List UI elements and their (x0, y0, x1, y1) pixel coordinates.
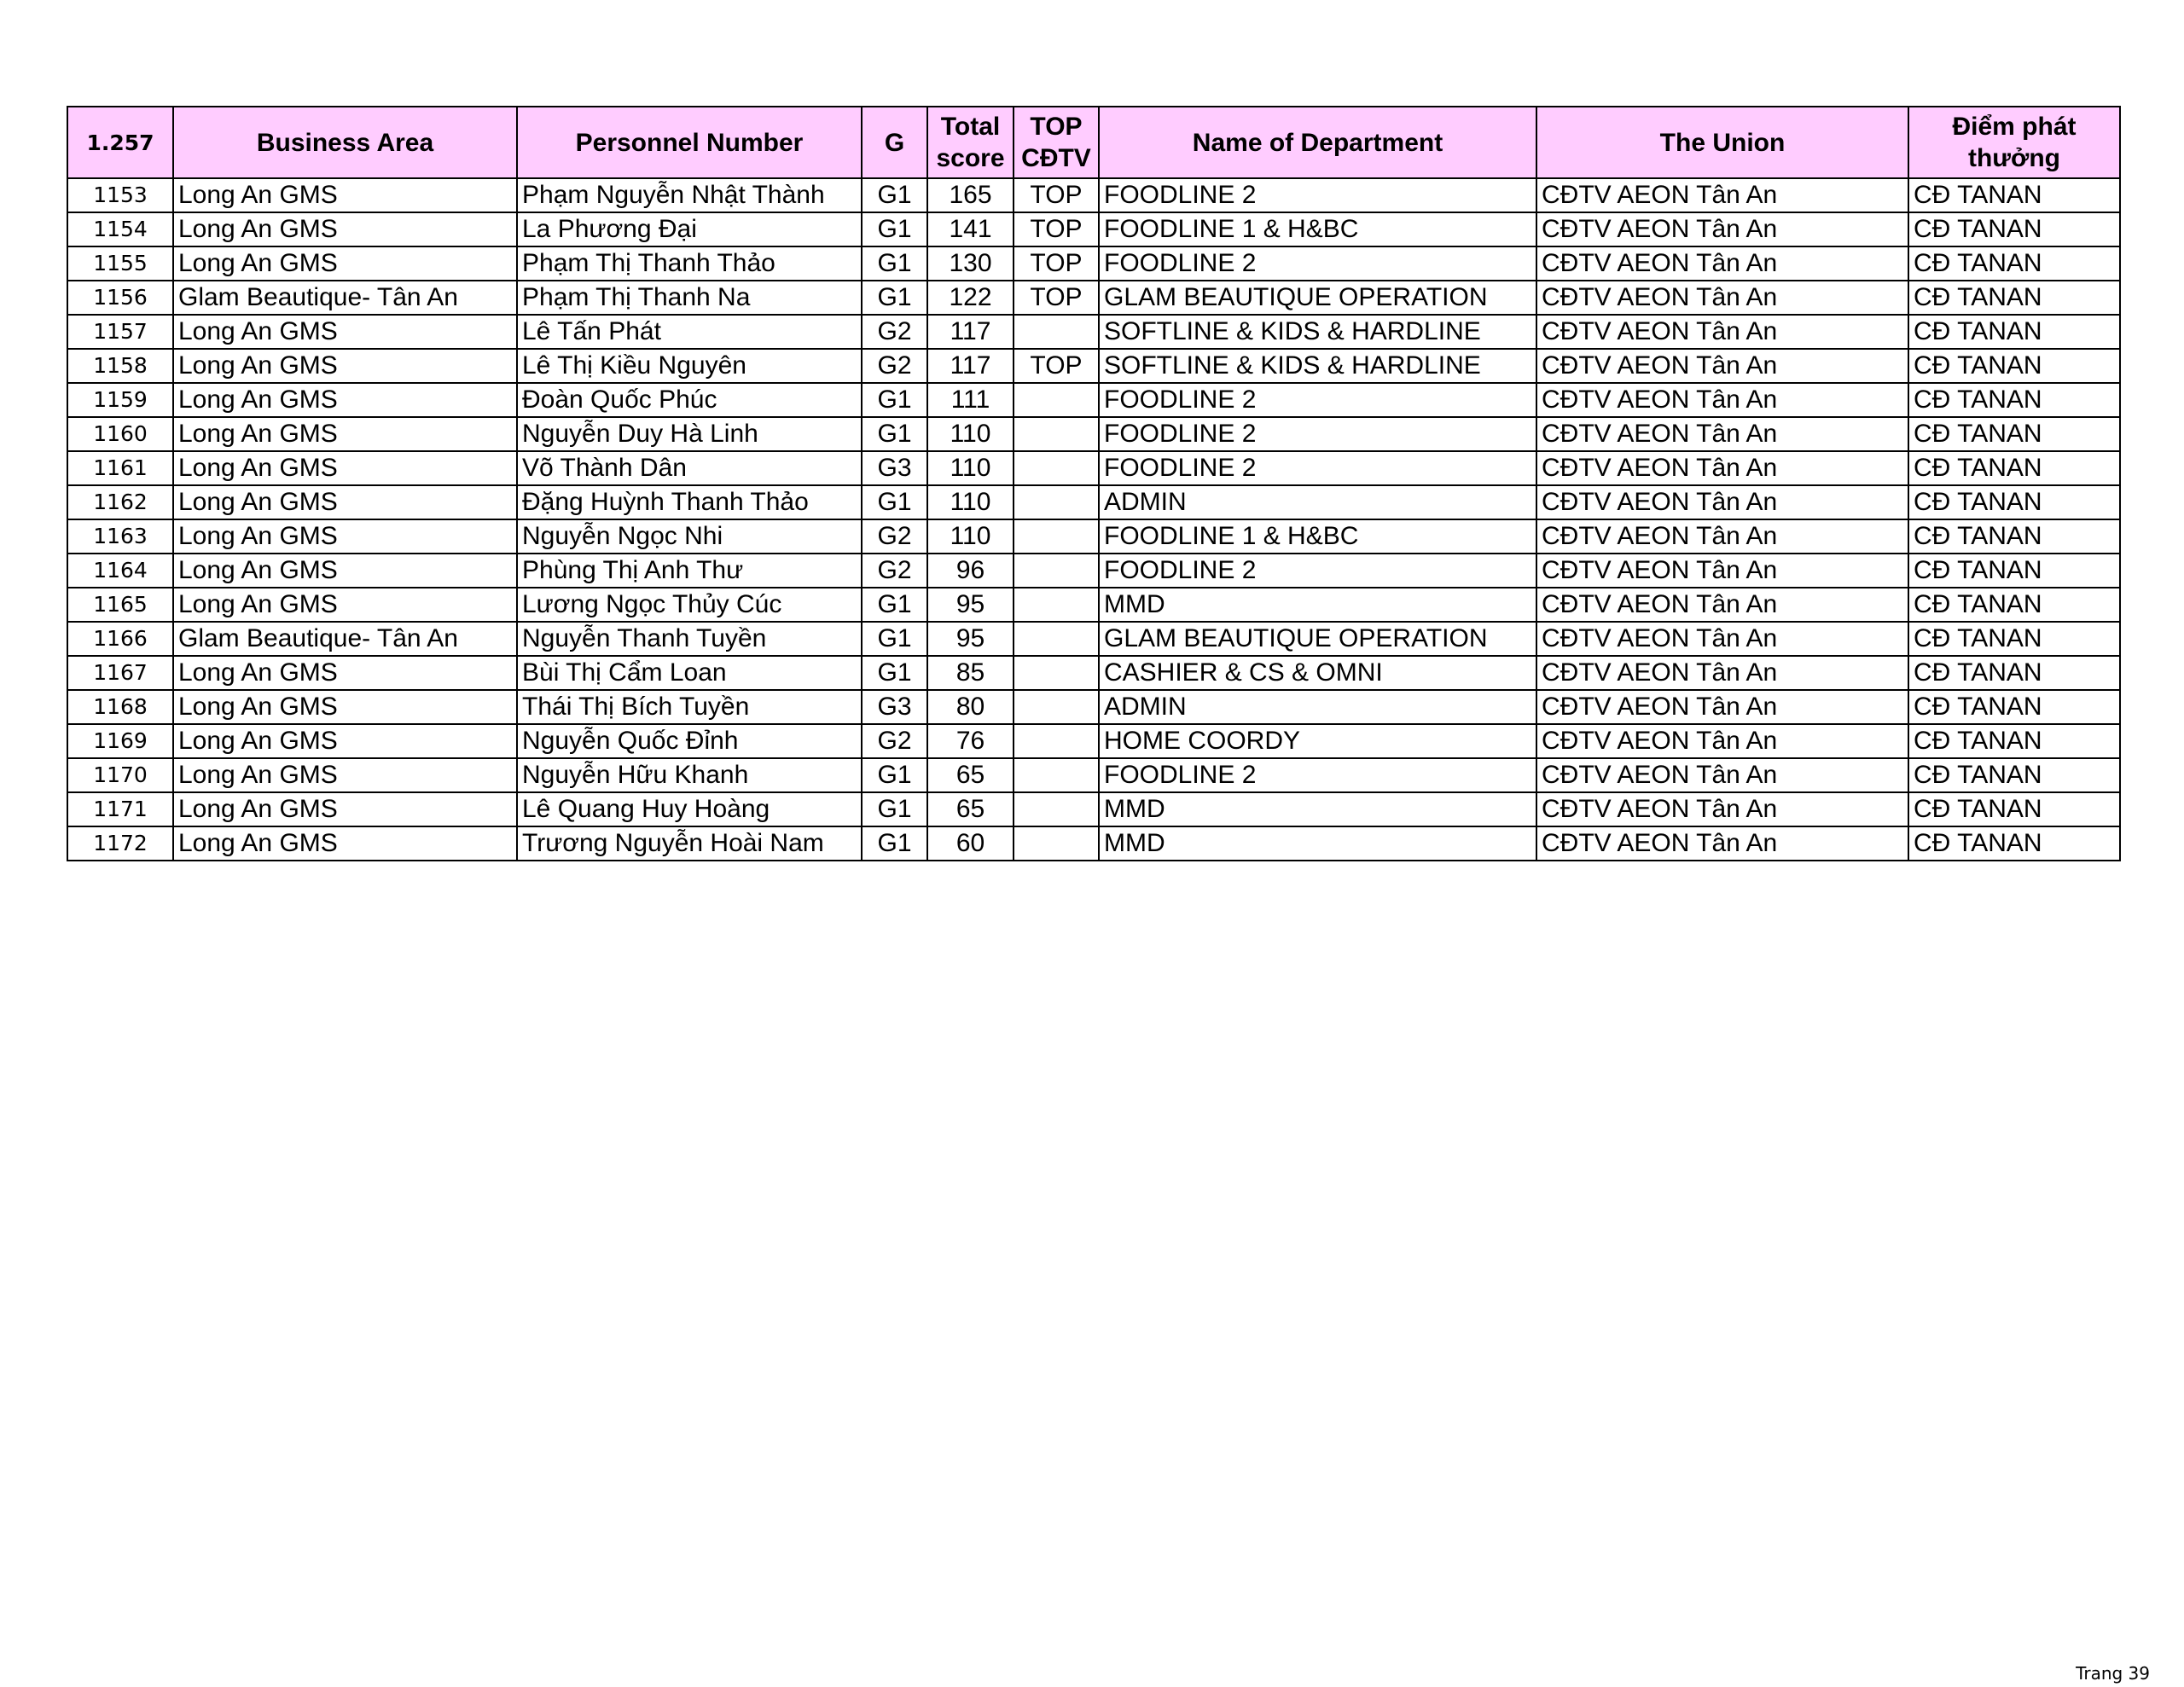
header-business-area: Business Area (173, 107, 517, 178)
cell-top-cdtv (1014, 383, 1099, 417)
cell-grade: G1 (862, 792, 927, 826)
cell-bonus-points: CĐ TANAN (1908, 349, 2120, 383)
table-row (67, 758, 2120, 792)
cell-bonus-points: CĐ TANAN (1908, 315, 2120, 349)
cell-index: 1162 (67, 485, 173, 519)
cell-total-score: 110 (927, 417, 1014, 451)
table-row (67, 212, 2120, 246)
cell-index: 1159 (67, 383, 173, 417)
cell-department: MMD (1099, 792, 1536, 826)
cell-personnel-name: Nguyễn Thanh Tuyền (517, 622, 862, 656)
cell-index: 1160 (67, 417, 173, 451)
cell-grade: G1 (862, 485, 927, 519)
cell-union: CĐTV AEON Tân An (1536, 826, 1908, 861)
cell-grade: G2 (862, 349, 927, 383)
cell-business-area: Glam Beautique- Tân An (173, 281, 517, 315)
cell-total-score: 122 (927, 281, 1014, 315)
cell-personnel-name: Phạm Nguyễn Nhật Thành (517, 178, 862, 212)
table-row (67, 246, 2120, 281)
cell-index: 1169 (67, 724, 173, 758)
cell-personnel-name: Nguyễn Hữu Khanh (517, 758, 862, 792)
cell-personnel-name: Nguyễn Ngọc Nhi (517, 519, 862, 554)
cell-bonus-points: CĐ TANAN (1908, 588, 2120, 622)
cell-top-cdtv (1014, 724, 1099, 758)
cell-total-score: 110 (927, 451, 1014, 485)
header-index: 1.257 (67, 107, 173, 178)
cell-total-score: 60 (927, 826, 1014, 861)
cell-grade: G2 (862, 519, 927, 554)
cell-business-area: Long An GMS (173, 246, 517, 281)
cell-top-cdtv: TOP (1014, 349, 1099, 383)
cell-personnel-name: Thái Thị Bích Tuyền (517, 690, 862, 724)
cell-department: SOFTLINE & KIDS & HARDLINE (1099, 349, 1536, 383)
cell-union: CĐTV AEON Tân An (1536, 349, 1908, 383)
cell-index: 1170 (67, 758, 173, 792)
cell-business-area: Long An GMS (173, 690, 517, 724)
cell-department: GLAM BEAUTIQUE OPERATION (1099, 281, 1536, 315)
table-row (67, 178, 2120, 212)
cell-personnel-name: Phạm Thị Thanh Na (517, 281, 862, 315)
header-total-score-line2: score (936, 144, 1005, 172)
cell-index: 1163 (67, 519, 173, 554)
cell-personnel-name: Trương Nguyễn Hoài Nam (517, 826, 862, 861)
cell-top-cdtv (1014, 690, 1099, 724)
cell-business-area: Long An GMS (173, 758, 517, 792)
cell-total-score: 65 (927, 758, 1014, 792)
cell-personnel-name: Lê Thị Kiều Nguyên (517, 349, 862, 383)
cell-grade: G1 (862, 758, 927, 792)
header-bonus-line2: thưởng (1967, 144, 2061, 172)
cell-grade: G3 (862, 690, 927, 724)
cell-business-area: Long An GMS (173, 451, 517, 485)
cell-personnel-name: Bùi Thị Cẩm Loan (517, 656, 862, 690)
cell-union: CĐTV AEON Tân An (1536, 622, 1908, 656)
cell-business-area: Long An GMS (173, 178, 517, 212)
cell-index: 1166 (67, 622, 173, 656)
cell-grade: G1 (862, 656, 927, 690)
cell-total-score: 111 (927, 383, 1014, 417)
cell-union: CĐTV AEON Tân An (1536, 758, 1908, 792)
cell-index: 1168 (67, 690, 173, 724)
cell-grade: G1 (862, 212, 927, 246)
table-row (67, 656, 2120, 690)
cell-top-cdtv (1014, 826, 1099, 861)
cell-personnel-name: Võ Thành Dân (517, 451, 862, 485)
cell-department: ADMIN (1099, 690, 1536, 724)
cell-bonus-points: CĐ TANAN (1908, 792, 2120, 826)
cell-department: FOODLINE 2 (1099, 758, 1536, 792)
cell-total-score: 65 (927, 792, 1014, 826)
cell-union: CĐTV AEON Tân An (1536, 417, 1908, 451)
cell-index: 1156 (67, 281, 173, 315)
cell-personnel-name: La Phương Đại (517, 212, 862, 246)
header-top-line2: CĐTV (1021, 144, 1091, 172)
cell-union: CĐTV AEON Tân An (1536, 690, 1908, 724)
cell-index: 1165 (67, 588, 173, 622)
cell-top-cdtv (1014, 656, 1099, 690)
header-grade: G (862, 107, 927, 178)
table-row (67, 724, 2120, 758)
cell-union: CĐTV AEON Tân An (1536, 554, 1908, 588)
cell-total-score: 130 (927, 246, 1014, 281)
cell-top-cdtv (1014, 451, 1099, 485)
cell-bonus-points: CĐ TANAN (1908, 622, 2120, 656)
table-row (67, 451, 2120, 485)
cell-grade: G1 (862, 417, 927, 451)
cell-business-area: Long An GMS (173, 485, 517, 519)
cell-personnel-name: Nguyễn Quốc Đỉnh (517, 724, 862, 758)
cell-index: 1154 (67, 212, 173, 246)
cell-grade: G1 (862, 622, 927, 656)
cell-top-cdtv: TOP (1014, 246, 1099, 281)
table-row (67, 417, 2120, 451)
table-row (67, 554, 2120, 588)
table-row (67, 315, 2120, 349)
cell-union: CĐTV AEON Tân An (1536, 485, 1908, 519)
cell-top-cdtv (1014, 622, 1099, 656)
data-table (67, 106, 2121, 861)
cell-bonus-points: CĐ TANAN (1908, 246, 2120, 281)
cell-personnel-name: Lê Tấn Phát (517, 315, 862, 349)
cell-union: CĐTV AEON Tân An (1536, 724, 1908, 758)
cell-bonus-points: CĐ TANAN (1908, 690, 2120, 724)
cell-top-cdtv (1014, 554, 1099, 588)
cell-bonus-points: CĐ TANAN (1908, 178, 2120, 212)
cell-union: CĐTV AEON Tân An (1536, 451, 1908, 485)
cell-total-score: 165 (927, 178, 1014, 212)
cell-business-area: Long An GMS (173, 519, 517, 554)
cell-union: CĐTV AEON Tân An (1536, 315, 1908, 349)
cell-total-score: 110 (927, 519, 1014, 554)
cell-bonus-points: CĐ TANAN (1908, 212, 2120, 246)
cell-personnel-name: Đặng Huỳnh Thanh Thảo (517, 485, 862, 519)
cell-grade: G1 (862, 383, 927, 417)
cell-total-score: 110 (927, 485, 1014, 519)
cell-top-cdtv (1014, 588, 1099, 622)
header-total-score-line1: Total (940, 113, 1001, 141)
cell-bonus-points: CĐ TANAN (1908, 758, 2120, 792)
cell-business-area: Glam Beautique- Tân An (173, 622, 517, 656)
table-row (67, 349, 2120, 383)
header-personnel-number: Personnel Number (517, 107, 862, 178)
cell-department: MMD (1099, 826, 1536, 861)
cell-top-cdtv: TOP (1014, 281, 1099, 315)
cell-department: HOME COORDY (1099, 724, 1536, 758)
header-bonus-line1: Điểm phát (1952, 113, 2077, 141)
cell-total-score: 117 (927, 349, 1014, 383)
cell-total-score: 117 (927, 315, 1014, 349)
cell-union: CĐTV AEON Tân An (1536, 383, 1908, 417)
cell-grade: G2 (862, 554, 927, 588)
cell-bonus-points: CĐ TANAN (1908, 485, 2120, 519)
cell-total-score: 95 (927, 588, 1014, 622)
table-body (67, 178, 2120, 861)
cell-bonus-points: CĐ TANAN (1908, 519, 2120, 554)
cell-bonus-points: CĐ TANAN (1908, 724, 2120, 758)
cell-department: FOODLINE 2 (1099, 417, 1536, 451)
cell-union: CĐTV AEON Tân An (1536, 281, 1908, 315)
cell-bonus-points: CĐ TANAN (1908, 383, 2120, 417)
cell-department: FOODLINE 1 & H&BC (1099, 519, 1536, 554)
cell-business-area: Long An GMS (173, 349, 517, 383)
cell-department: SOFTLINE & KIDS & HARDLINE (1099, 315, 1536, 349)
cell-department: FOODLINE 2 (1099, 246, 1536, 281)
cell-index: 1155 (67, 246, 173, 281)
cell-union: CĐTV AEON Tân An (1536, 212, 1908, 246)
cell-grade: G1 (862, 588, 927, 622)
table-row (67, 826, 2120, 861)
table-row (67, 485, 2120, 519)
cell-business-area: Long An GMS (173, 554, 517, 588)
cell-personnel-name: Phạm Thị Thanh Thảo (517, 246, 862, 281)
cell-union: CĐTV AEON Tân An (1536, 588, 1908, 622)
cell-grade: G1 (862, 246, 927, 281)
cell-total-score: 95 (927, 622, 1014, 656)
header-union: The Union (1536, 107, 1908, 178)
cell-top-cdtv (1014, 792, 1099, 826)
cell-total-score: 76 (927, 724, 1014, 758)
cell-union: CĐTV AEON Tân An (1536, 792, 1908, 826)
cell-business-area: Long An GMS (173, 588, 517, 622)
table-row (67, 622, 2120, 656)
cell-bonus-points: CĐ TANAN (1908, 656, 2120, 690)
cell-union: CĐTV AEON Tân An (1536, 178, 1908, 212)
cell-top-cdtv (1014, 519, 1099, 554)
cell-grade: G1 (862, 826, 927, 861)
cell-index: 1161 (67, 451, 173, 485)
cell-business-area: Long An GMS (173, 826, 517, 861)
cell-bonus-points: CĐ TANAN (1908, 451, 2120, 485)
cell-top-cdtv (1014, 758, 1099, 792)
cell-personnel-name: Nguyễn Duy Hà Linh (517, 417, 862, 451)
table-row (67, 588, 2120, 622)
cell-index: 1164 (67, 554, 173, 588)
cell-department: GLAM BEAUTIQUE OPERATION (1099, 622, 1536, 656)
cell-union: CĐTV AEON Tân An (1536, 656, 1908, 690)
cell-index: 1158 (67, 349, 173, 383)
cell-department: FOODLINE 2 (1099, 178, 1536, 212)
header-row (67, 107, 2120, 178)
header-top-line1: TOP (1030, 113, 1083, 141)
cell-total-score: 96 (927, 554, 1014, 588)
table-row (67, 792, 2120, 826)
cell-business-area: Long An GMS (173, 315, 517, 349)
table-row (67, 281, 2120, 315)
cell-union: CĐTV AEON Tân An (1536, 519, 1908, 554)
cell-department: FOODLINE 1 & H&BC (1099, 212, 1536, 246)
cell-index: 1167 (67, 656, 173, 690)
header-top-cdtv (1014, 107, 1099, 178)
cell-department: CASHIER & CS & OMNI (1099, 656, 1536, 690)
cell-total-score: 141 (927, 212, 1014, 246)
header-department: Name of Department (1099, 107, 1536, 178)
cell-grade: G1 (862, 281, 927, 315)
cell-personnel-name: Lương Ngọc Thủy Cúc (517, 588, 862, 622)
table-row (67, 383, 2120, 417)
header-total-score (927, 107, 1014, 178)
cell-personnel-name: Lê Quang Huy Hoàng (517, 792, 862, 826)
cell-grade: G1 (862, 178, 927, 212)
cell-top-cdtv: TOP (1014, 212, 1099, 246)
cell-personnel-name: Đoàn Quốc Phúc (517, 383, 862, 417)
cell-index: 1157 (67, 315, 173, 349)
cell-department: ADMIN (1099, 485, 1536, 519)
cell-top-cdtv (1014, 315, 1099, 349)
cell-bonus-points: CĐ TANAN (1908, 554, 2120, 588)
cell-department: FOODLINE 2 (1099, 554, 1536, 588)
cell-grade: G2 (862, 724, 927, 758)
cell-business-area: Long An GMS (173, 417, 517, 451)
cell-top-cdtv (1014, 417, 1099, 451)
table-row (67, 519, 2120, 554)
cell-bonus-points: CĐ TANAN (1908, 417, 2120, 451)
table-row (67, 690, 2120, 724)
cell-personnel-name: Phùng Thị Anh Thư (517, 554, 862, 588)
page-number: Trang 39 (2076, 1663, 2150, 1684)
cell-grade: G2 (862, 315, 927, 349)
cell-department: MMD (1099, 588, 1536, 622)
cell-department: FOODLINE 2 (1099, 383, 1536, 417)
cell-department: FOODLINE 2 (1099, 451, 1536, 485)
cell-total-score: 85 (927, 656, 1014, 690)
cell-grade: G3 (862, 451, 927, 485)
cell-index: 1172 (67, 826, 173, 861)
cell-top-cdtv: TOP (1014, 178, 1099, 212)
cell-business-area: Long An GMS (173, 724, 517, 758)
cell-business-area: Long An GMS (173, 792, 517, 826)
cell-business-area: Long An GMS (173, 383, 517, 417)
cell-bonus-points: CĐ TANAN (1908, 826, 2120, 861)
cell-business-area: Long An GMS (173, 212, 517, 246)
cell-bonus-points: CĐ TANAN (1908, 281, 2120, 315)
cell-index: 1153 (67, 178, 173, 212)
header-bonus-points (1908, 107, 2120, 178)
cell-business-area: Long An GMS (173, 656, 517, 690)
cell-index: 1171 (67, 792, 173, 826)
cell-top-cdtv (1014, 485, 1099, 519)
cell-total-score: 80 (927, 690, 1014, 724)
cell-union: CĐTV AEON Tân An (1536, 246, 1908, 281)
